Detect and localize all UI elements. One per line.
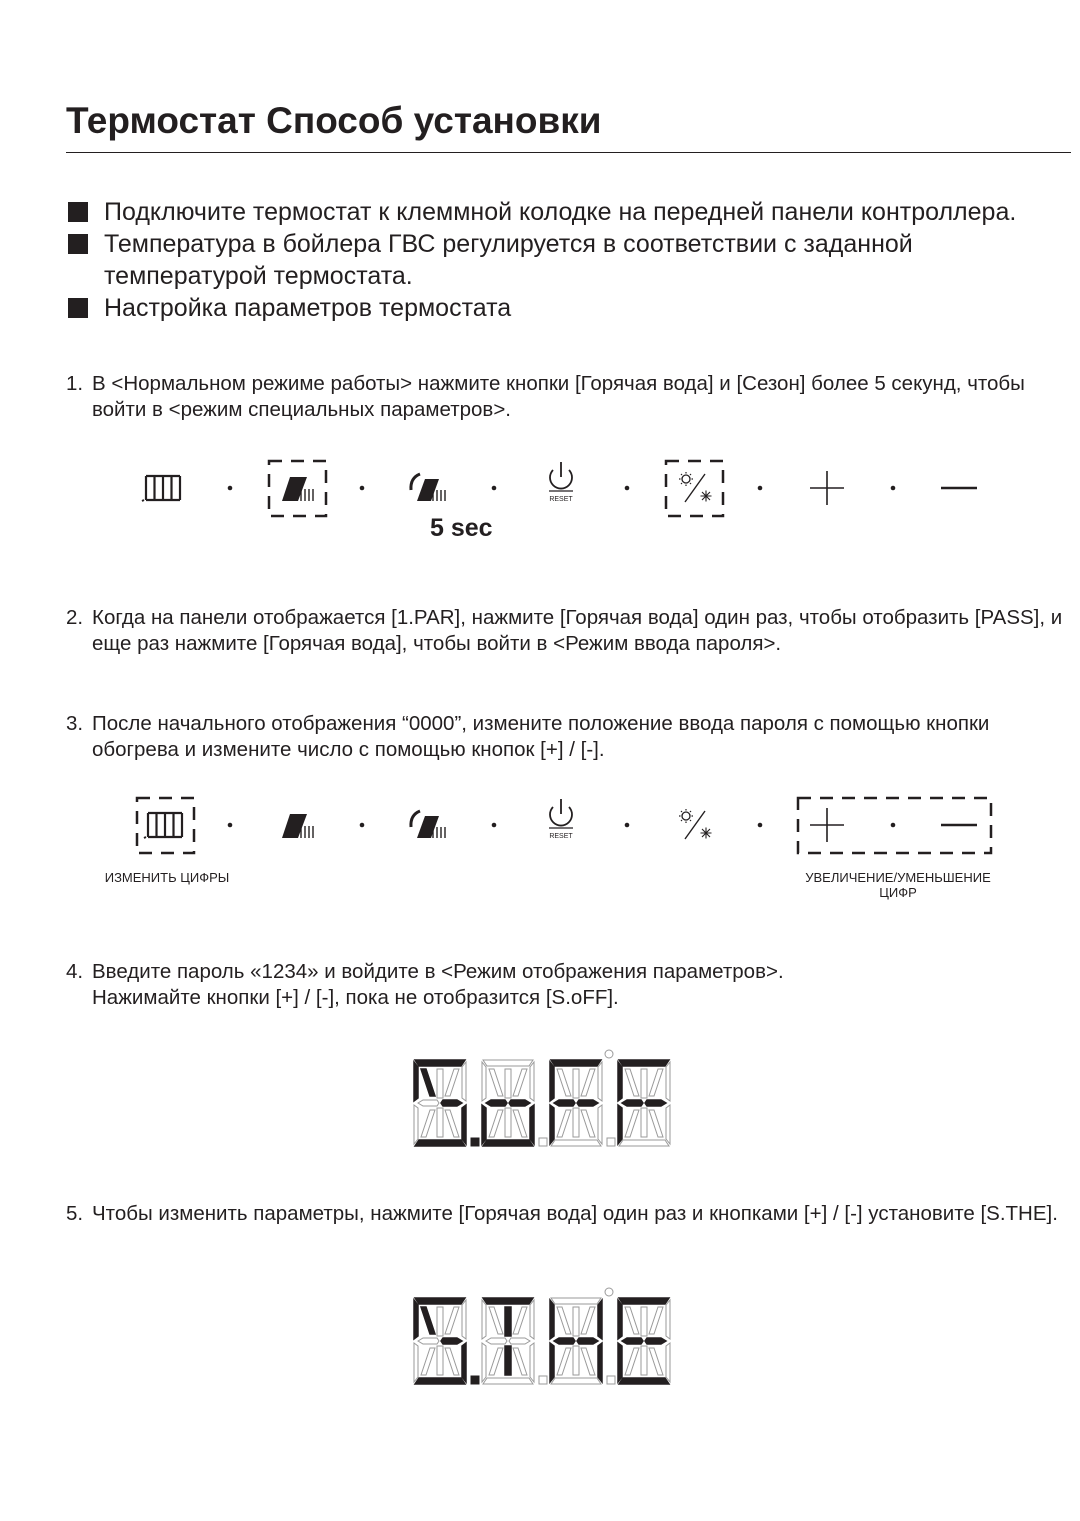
segment (619, 1298, 669, 1304)
segment (618, 1343, 622, 1382)
segment (489, 1348, 503, 1375)
segment (418, 1100, 439, 1106)
segment (437, 1108, 443, 1137)
separator-dot (228, 486, 233, 491)
hold-duration-label: 5 sec (430, 514, 493, 542)
segment (598, 1343, 602, 1382)
degree-indicator (605, 1288, 613, 1296)
segment (645, 1338, 666, 1344)
segment (550, 1300, 554, 1339)
segment-display-sthe (414, 1288, 670, 1384)
segment (598, 1300, 602, 1339)
segment (618, 1105, 622, 1144)
segment (483, 1060, 533, 1066)
segment (550, 1105, 554, 1144)
segment (625, 1069, 639, 1096)
step-3: 3. После начального отображения “0000”, измените положение ввода пароля с помощью кнопки обогрева и измените число с помощью кнопок [+] / [-]. (66, 712, 990, 761)
reset-label: RESET (549, 833, 573, 840)
segment (551, 1060, 601, 1066)
segment (530, 1062, 534, 1101)
segment (445, 1110, 459, 1137)
segment (482, 1062, 486, 1101)
digit-cell (414, 1298, 479, 1384)
decimal-point (539, 1376, 547, 1384)
reset-label: RESET (549, 496, 573, 503)
segment (437, 1069, 443, 1098)
separator-dot (625, 823, 630, 828)
segment (415, 1378, 465, 1384)
degree-indicator (605, 1050, 613, 1058)
separator-dot (891, 486, 896, 491)
segment (445, 1307, 459, 1334)
segment (666, 1343, 670, 1382)
separator-dot (228, 823, 233, 828)
segment (550, 1343, 554, 1382)
segment (513, 1069, 527, 1096)
decimal-point (471, 1376, 479, 1384)
power-reset-icon (549, 462, 573, 491)
caption-increase-decrease: УВЕЛИЧЕНИЕ/УМЕНЬШЕНИЕ ЦИФР (805, 870, 991, 900)
decimal-point (607, 1376, 615, 1384)
segment (530, 1343, 534, 1382)
segment (421, 1069, 435, 1096)
segment (666, 1105, 670, 1144)
hand-shower-icon (411, 474, 445, 501)
segment (513, 1110, 527, 1137)
segment (462, 1343, 466, 1382)
segment (441, 1338, 462, 1344)
season-icon (679, 809, 712, 839)
segment (509, 1338, 530, 1344)
segment (415, 1298, 465, 1304)
segment (577, 1338, 598, 1344)
segment (421, 1110, 435, 1137)
segment (666, 1062, 670, 1101)
segment (622, 1100, 643, 1106)
segment (619, 1060, 669, 1066)
segment (573, 1346, 579, 1375)
segment (437, 1307, 443, 1336)
segment (625, 1348, 639, 1375)
page-title: Термостат Способ установки (66, 100, 602, 141)
step-5: 5. Чтобы изменить параметры, нажмите [Горячая вода] один раз и кнопками [+] / [-] установите [S.THE]. (66, 1202, 1058, 1225)
separator-dot (891, 823, 896, 828)
segment (445, 1348, 459, 1375)
segment (505, 1069, 511, 1098)
segment (550, 1062, 554, 1101)
segment-display-soff (414, 1050, 670, 1146)
segment (441, 1100, 462, 1106)
segment (573, 1307, 579, 1336)
decimal-point (607, 1138, 615, 1146)
segment (483, 1140, 533, 1146)
segment (618, 1062, 622, 1101)
segment (509, 1100, 530, 1106)
segment (489, 1110, 503, 1137)
segment (483, 1378, 533, 1384)
step-1: 1. В <Нормальном режиме работы> нажмите кнопки [Горячая вода] и [Сезон] более 5 секунд, чтобы войти в <режим специальных параметров>. (66, 372, 1025, 421)
segment (489, 1307, 503, 1334)
segment (437, 1346, 443, 1375)
segment (581, 1069, 595, 1096)
segment (530, 1105, 534, 1144)
plus-icon (810, 471, 844, 505)
segment (551, 1378, 601, 1384)
bullet-item: Температура в бойлера ГВС регулируется в соответствии с заданной температурой термостата. (66, 228, 1076, 292)
segment (445, 1069, 459, 1096)
separator-dot (492, 486, 497, 491)
segment (421, 1348, 435, 1375)
segment (557, 1348, 571, 1375)
segment (622, 1338, 643, 1344)
segment (581, 1348, 595, 1375)
decimal-point (539, 1138, 547, 1146)
separator-dot (492, 823, 497, 828)
separator-dot (625, 486, 630, 491)
segment (577, 1100, 598, 1106)
digit-cell (482, 1298, 547, 1384)
segment (505, 1346, 511, 1375)
digit-cell (618, 1060, 670, 1146)
segment (649, 1110, 663, 1137)
segment (489, 1069, 503, 1096)
bullet-item: Подключите термостат к клеммной колодке на передней панели контроллера. (66, 196, 1076, 228)
plus-icon (810, 808, 844, 842)
separator-dot (360, 823, 365, 828)
segment (598, 1105, 602, 1144)
segment (414, 1105, 418, 1144)
segment (486, 1100, 507, 1106)
segment (554, 1338, 575, 1344)
segment (482, 1343, 486, 1382)
digit-cell (550, 1060, 615, 1146)
hot-water-icon (282, 814, 313, 838)
segment (625, 1307, 639, 1334)
digit-cell (414, 1060, 479, 1146)
segment (573, 1069, 579, 1098)
segment (421, 1307, 435, 1334)
segment (513, 1348, 527, 1375)
segment (581, 1307, 595, 1334)
segment (483, 1298, 533, 1304)
heating-icon (144, 813, 182, 838)
segment (513, 1307, 527, 1334)
segment (415, 1060, 465, 1066)
segment (414, 1300, 418, 1339)
segment (618, 1300, 622, 1339)
separator-dot (758, 486, 763, 491)
segment (581, 1110, 595, 1137)
segment (486, 1338, 507, 1344)
power-reset-icon (549, 799, 573, 828)
segment (641, 1307, 647, 1336)
segment (641, 1346, 647, 1375)
segment (625, 1110, 639, 1137)
digit-cell (618, 1298, 670, 1384)
hand-shower-icon (411, 811, 445, 838)
segment (505, 1108, 511, 1137)
decimal-point (471, 1138, 479, 1146)
segment (641, 1108, 647, 1137)
segment (462, 1105, 466, 1144)
segment (619, 1140, 669, 1146)
segment (557, 1110, 571, 1137)
segment (619, 1378, 669, 1384)
segment (554, 1100, 575, 1106)
segment (557, 1307, 571, 1334)
segment (482, 1105, 486, 1144)
bullet-item: Настройка параметров термостата (66, 292, 1076, 324)
panel-step-3 (137, 798, 991, 853)
hot-water-icon (282, 477, 313, 501)
segment (641, 1069, 647, 1098)
segment (418, 1338, 439, 1344)
separator-dot (360, 486, 365, 491)
step-4: 4. Введите пароль «1234» и войдите в <Режим отображения параметров>. Нажимайте кнопки [+] / [-], пока не отобразится [S.oFF]. (66, 960, 784, 1009)
separator-dot (758, 823, 763, 828)
segment (462, 1062, 466, 1101)
segment (505, 1307, 511, 1336)
segment (414, 1062, 418, 1101)
caption-change-digits: ИЗМЕНИТЬ ЦИФРЫ (104, 870, 230, 885)
segment (573, 1108, 579, 1137)
segment (462, 1300, 466, 1339)
segment (482, 1300, 486, 1339)
segment (551, 1140, 601, 1146)
panel-step-1 (142, 461, 977, 516)
digit-cell (550, 1298, 615, 1384)
segment (415, 1140, 465, 1146)
heating-icon (142, 476, 180, 501)
segment (414, 1343, 418, 1382)
digit-cell (482, 1060, 547, 1146)
segment (649, 1348, 663, 1375)
segment (645, 1100, 666, 1106)
segment (666, 1300, 670, 1339)
step-2: 2. Когда на панели отображается [1.PAR], нажмите [Горячая вода] один раз, чтобы отобразить [PASS], и еще раз нажмите [Горячая вода], чтобы войти в <Режим ввода пароля>. (66, 606, 1063, 655)
segment (649, 1069, 663, 1096)
season-icon (679, 472, 712, 502)
segment (557, 1069, 571, 1096)
segment (551, 1298, 601, 1304)
segment (598, 1062, 602, 1101)
segment (649, 1307, 663, 1334)
segment (530, 1300, 534, 1339)
